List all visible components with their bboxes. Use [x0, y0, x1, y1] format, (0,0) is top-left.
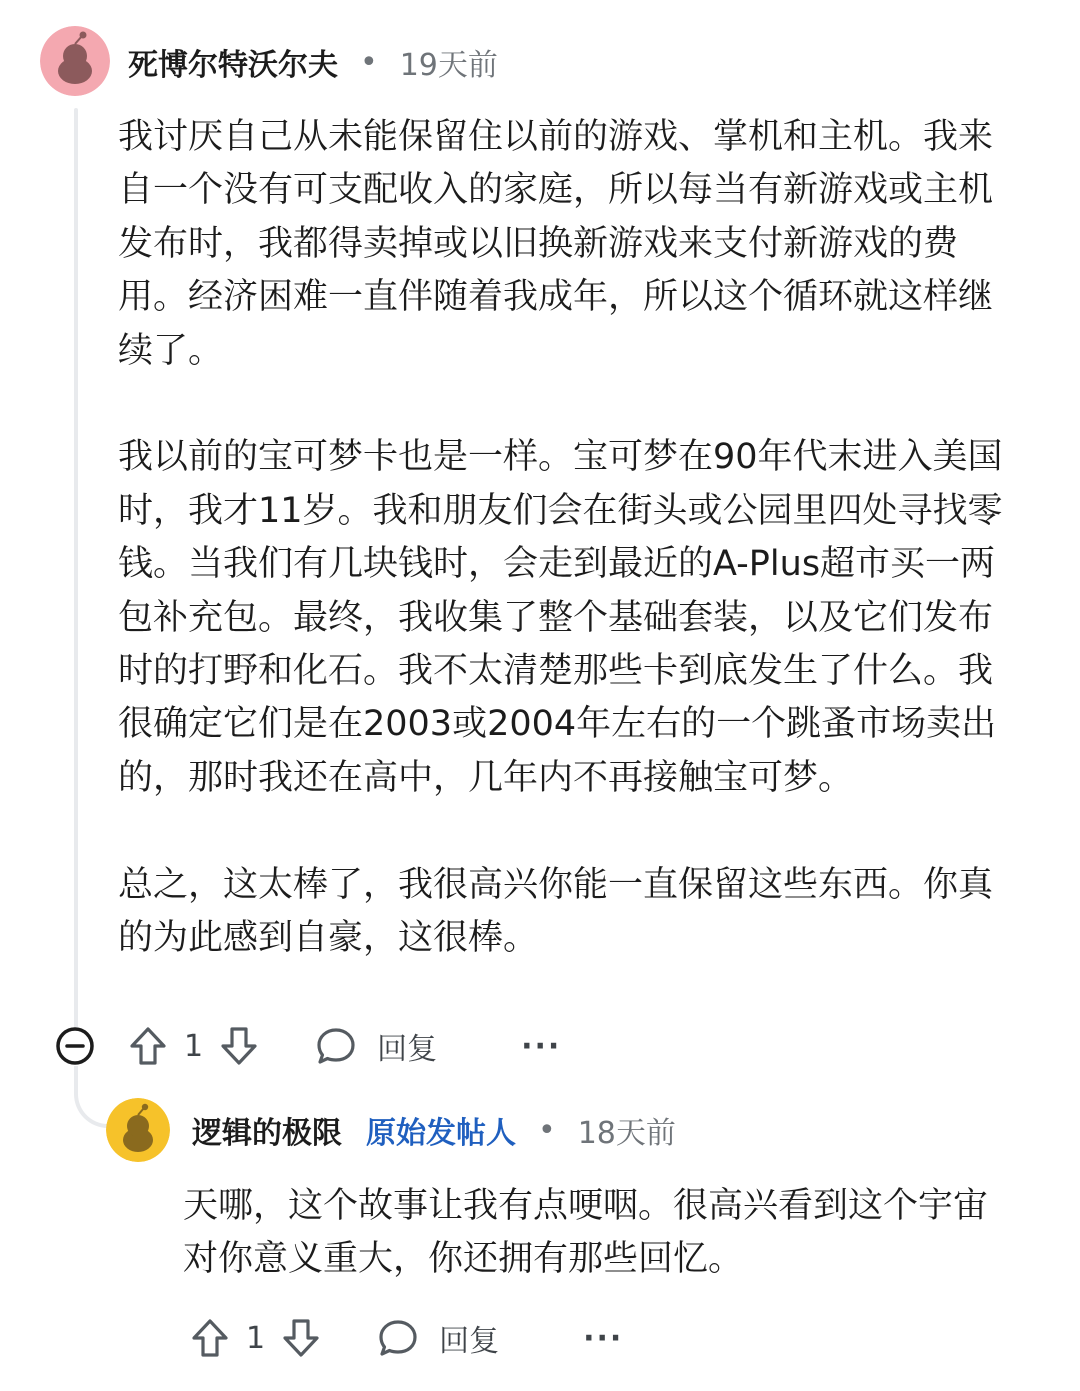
vote-count: 1 [246, 1320, 266, 1356]
upvote-icon[interactable] [128, 1025, 168, 1067]
comment-bubble-icon [377, 1317, 419, 1359]
reply-meta [192, 1108, 676, 1152]
comment-body [118, 111, 1018, 965]
reply-label: 回复 [439, 1324, 500, 1359]
comment-bubble-icon [315, 1025, 357, 1067]
comment-time: 19天前 [399, 48, 498, 83]
reply-text: 天哪，这个故事让我有点哽咽。很高兴看到这个宇宙对你意义重大，你还拥有那些回忆。 [183, 1186, 989, 1280]
reply-label: 回复 [377, 1032, 438, 1067]
separator-dot: • [538, 1112, 556, 1148]
collapse-icon[interactable] [54, 1025, 96, 1067]
reply-body [183, 1180, 1013, 1287]
avatar-snoo-icon [106, 1098, 170, 1162]
reply-avatar[interactable] [106, 1098, 170, 1162]
comment-paragraph: 我讨厌自己从未能保留住以前的游戏、掌机和主机。我来自一个没有可支配收入的家庭，所以每当有新游戏或主机发布时，我都得卖掉或以旧换新游戏来支付新游戏的费用。经济困难一直伴随着我成年，所以这个循环就这样继续了。 [118, 117, 994, 371]
comment-author[interactable]: 死博尔特沃尔夫 [128, 48, 338, 83]
more-options-icon[interactable]: ··· [583, 1320, 624, 1356]
avatar-snoo-icon [40, 26, 110, 96]
reply-button[interactable] [315, 1024, 437, 1068]
thread-line [74, 108, 78, 1028]
downvote-icon[interactable] [281, 1317, 321, 1359]
reply-author[interactable]: 逻辑的极限 [192, 1116, 342, 1151]
reply-action-bar [190, 1314, 623, 1362]
upvote-icon[interactable] [190, 1317, 230, 1359]
vote-count: 1 [184, 1028, 204, 1064]
reply-button[interactable] [377, 1316, 499, 1360]
comment-paragraph: 我以前的宝可梦卡也是一样。宝可梦在90年代末进入美国时，我才11岁。我和朋友们会在街头或公园里四处寻找零钱。当我们有几块钱时，会走到最近的A-Plus超市买一两包补充包。最终，我收集了整个基础套装，以及它们发布时的打野和化石。我不太清楚那些卡到底发生了什么。我很确定它们是在2003或2004年左右的一个跳蚤市场卖出的，那时我还在高中，几年内不再接触宝可梦。 [118, 437, 1003, 798]
avatar[interactable] [40, 26, 110, 96]
comment-paragraph: 总之，这太棒了，我很高兴你能一直保留这些东西。你真的为此感到自豪，这很棒。 [118, 864, 994, 959]
comment-action-bar [54, 1022, 561, 1070]
more-options-icon[interactable]: ··· [521, 1028, 562, 1064]
op-badge: 原始发帖人 [366, 1116, 516, 1151]
downvote-icon[interactable] [219, 1025, 259, 1067]
comment-meta [128, 40, 498, 84]
separator-dot: • [360, 44, 378, 80]
reply-time: 18天前 [577, 1116, 676, 1151]
